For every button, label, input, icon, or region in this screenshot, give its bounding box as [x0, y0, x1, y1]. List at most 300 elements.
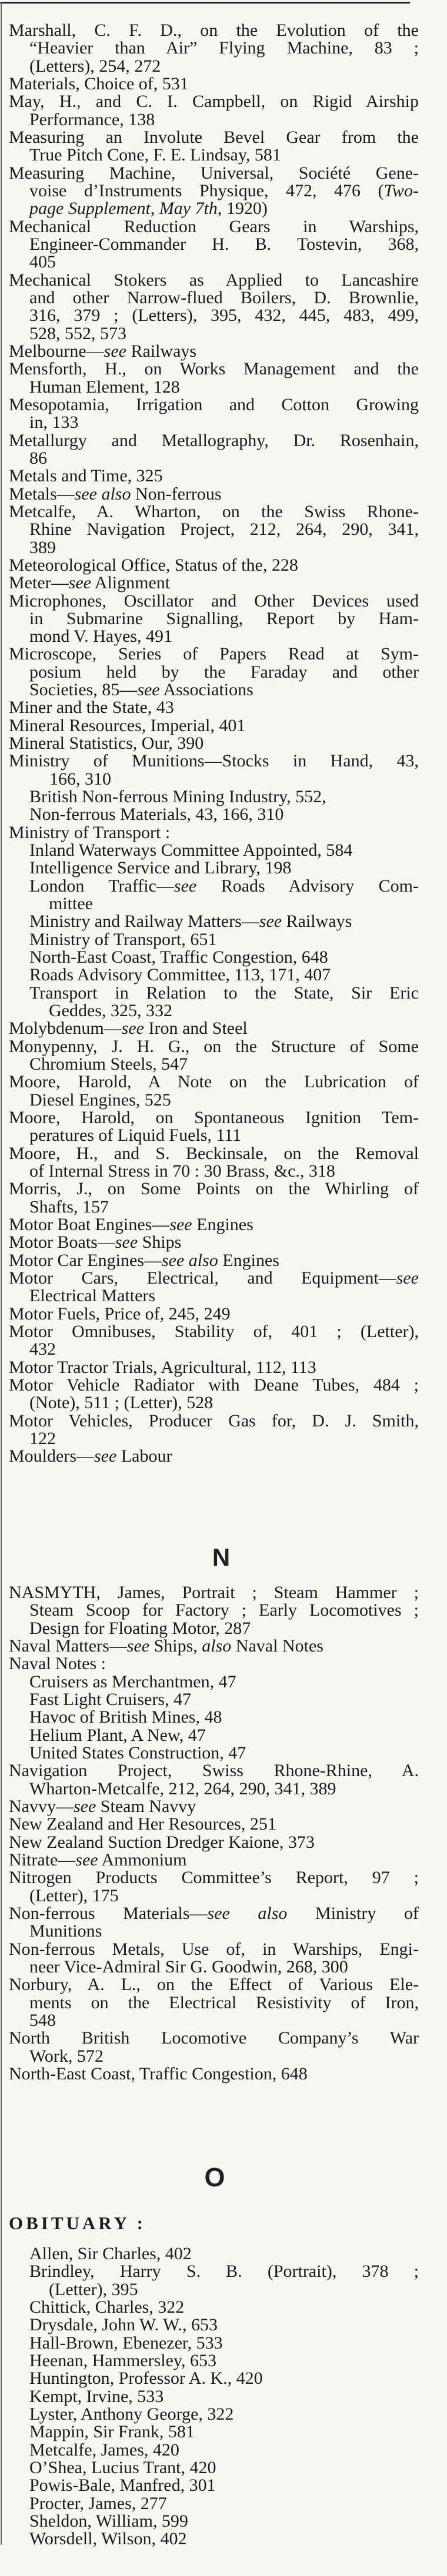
cross-reference-italic: see also — [207, 1903, 288, 1923]
entry-text: True Pitch Cone, F. E. Lindsay, 581 — [29, 145, 281, 165]
entry-text: Marshall, C. F. D., on the Evolution of the — [9, 21, 419, 40]
entry-text: Railways — [282, 912, 352, 932]
entry-line — [29, 984, 419, 1002]
entry-text: Procter, James, 277 — [29, 2493, 167, 2513]
entry-line — [29, 788, 419, 806]
top-rule — [0, 2, 410, 4]
entry-line — [29, 2530, 419, 2548]
entry-text: Moulders— — [9, 1446, 94, 1466]
entry-line — [9, 1941, 419, 1958]
index-subentry — [0, 2245, 447, 2263]
entry-line — [9, 1216, 419, 1234]
entry-line — [9, 574, 419, 592]
entry-text: Engines — [218, 1250, 279, 1270]
entry-text: (Letter), 395 — [49, 2279, 138, 2299]
index-entry — [0, 485, 447, 503]
entry-text: Labour — [116, 1446, 172, 1466]
entry-text: Inland Waterways Committee Appointed, 584 — [29, 840, 353, 860]
index-entry — [0, 557, 447, 574]
entry-text: Fast Light Cruisers, 47 — [29, 1689, 191, 1709]
cross-reference-italic: see — [104, 341, 126, 361]
index-entry — [0, 1815, 447, 1833]
entry-line — [29, 949, 419, 966]
entry-line — [9, 1252, 419, 1269]
entry-line — [9, 1038, 419, 1056]
cross-reference-italic: Two- — [383, 180, 419, 200]
entry-text: ments on the Electrical Resistivity of Iron, — [29, 1992, 419, 2012]
index-entry — [0, 735, 447, 752]
entry-continuation-line — [29, 1127, 419, 1144]
entry-line — [9, 1073, 419, 1091]
entry-text: 405 — [29, 252, 56, 272]
entry-text: London Traffic— — [29, 876, 174, 896]
index-entry — [0, 752, 447, 788]
entry-continuation-line — [29, 521, 419, 538]
entry-text: Shafts, 157 — [29, 1197, 109, 1217]
entry-line — [29, 2459, 419, 2477]
entry-line — [29, 1673, 419, 1691]
index-entry — [0, 824, 447, 842]
entry-line — [9, 1584, 419, 1602]
entry-text: Wharton-Metcalfe, 212, 264, 290, 341, 389 — [29, 1778, 336, 1798]
entry-line — [9, 735, 419, 752]
entry-continuation-line — [29, 236, 419, 253]
index-entry — [0, 93, 447, 129]
index-entry — [0, 1073, 447, 1109]
entry-continuation-line — [29, 681, 419, 699]
cross-reference-italic: also — [202, 1636, 232, 1656]
entry-continuation-line — [29, 378, 419, 396]
index-subentry — [0, 2495, 447, 2513]
entry-continuation-line — [29, 2048, 419, 2065]
entry-text: Metcalfe, James, 420 — [29, 2440, 179, 2460]
entry-text: Roads Advisory Com- — [196, 876, 419, 896]
cross-reference-italic: see — [94, 1446, 117, 1466]
entry-text: Motor Vehicles, Producer Gas for, D. J. Smith, — [9, 1411, 419, 1431]
index-entry — [0, 1851, 447, 1869]
entry-text: Norbury, A. L., on the Effect of Various Ele- — [9, 1975, 419, 1995]
entry-line — [29, 859, 419, 877]
entry-text: Electrical Matters — [29, 1286, 156, 1306]
entry-line — [9, 592, 419, 610]
entry-text: “Heavier than Air” Flying Machine, 83 ; — [29, 38, 419, 58]
index-subentry — [0, 2334, 447, 2352]
entry-text: voise d’Instruments Physique, 472, 476 ( — [29, 180, 384, 200]
section-letter-heading-n: N — [212, 1543, 231, 1571]
entry-line — [9, 557, 419, 574]
index-entry — [0, 2065, 447, 2083]
entry-continuation-line — [29, 307, 419, 324]
entry-text: Metallurgy and Metallography, Dr. Rosenhain, — [9, 430, 419, 450]
entry-text: Ministry and Railway Matters— — [29, 912, 259, 932]
index-subentry — [0, 1727, 447, 1744]
obituary-list — [0, 2245, 447, 2548]
entry-text: in, 133 — [29, 413, 79, 433]
entry-line — [9, 1359, 419, 1376]
entry-text: Mappin, Sir Frank, 581 — [29, 2422, 195, 2442]
entry-text: Ministry of Transport, 651 — [29, 929, 217, 949]
index-entry — [0, 1252, 447, 1269]
entry-text: North-East Coast, Traffic Congestion, 648 — [29, 947, 328, 967]
cross-reference-italic: see — [174, 876, 197, 896]
entry-text: Ammonium — [98, 1850, 187, 1870]
entry-line — [9, 503, 419, 521]
index-entry — [0, 1834, 447, 1851]
index-entry — [0, 592, 447, 646]
entry-continuation-line — [29, 1620, 419, 1637]
index-subentry — [0, 2423, 447, 2441]
index-entry — [0, 272, 447, 343]
cross-reference-italic: see — [137, 680, 160, 700]
entry-line — [29, 2352, 419, 2370]
entry-line — [9, 467, 419, 485]
entry-text: Steam Navvy — [96, 1796, 196, 1816]
entry-line — [9, 1412, 419, 1430]
index-entry — [0, 467, 447, 485]
entry-line — [9, 2029, 419, 2047]
entry-text: New Zealand Suction Dredger Kaione, 373 — [9, 1832, 315, 1852]
entry-line — [9, 432, 419, 450]
entry-line — [9, 717, 419, 735]
entry-text: Munitions — [29, 1921, 102, 1941]
entry-text: Lyster, Anthony George, 322 — [29, 2404, 234, 2424]
index-entry — [0, 1180, 447, 1216]
cross-reference-italic: page Supplement — [29, 199, 151, 219]
entry-text: Molybdenum— — [9, 1019, 122, 1039]
entry-line — [29, 842, 419, 859]
entry-line — [29, 966, 419, 984]
index-subentry — [0, 877, 447, 913]
entry-text: Railways — [126, 341, 197, 361]
index-subentry — [0, 788, 447, 806]
entry-text: and other Narrow-flued Boilers, D. Brownlie, — [29, 287, 419, 307]
entry-text: 122 — [29, 1428, 56, 1448]
entry-line — [9, 824, 419, 842]
entry-line — [29, 2388, 419, 2406]
entry-line — [29, 2441, 419, 2459]
entry-line — [29, 806, 419, 823]
index-entry — [0, 22, 447, 75]
entry-text: mond V. Hayes, 491 — [29, 627, 173, 646]
entry-text: of Internal Stress in 70 : 30 Brass, &c., 318 — [29, 1161, 335, 1181]
entry-line — [9, 360, 419, 378]
entry-line — [29, 2513, 419, 2530]
entry-text: Naval Notes : — [9, 1654, 106, 1674]
entry-text: 548 — [29, 2010, 56, 2030]
entry-continuation-line — [29, 1091, 419, 1109]
index-entry — [0, 218, 447, 272]
entry-text: Mechanical Reduction Gears in Warships, — [9, 216, 419, 236]
index-entry — [0, 1869, 447, 1905]
entry-text: in Submarine Signalling, Report by Ham- — [29, 608, 419, 628]
entry-continuation-line — [29, 1887, 419, 1905]
entry-line — [29, 2299, 419, 2316]
entry-continuation-line — [29, 414, 419, 431]
entry-line — [29, 1691, 419, 1709]
entry-continuation-line — [29, 325, 419, 343]
index-subentry — [0, 931, 447, 949]
index-entry — [0, 432, 447, 468]
entry-text: North-East Coast, Traffic Congestion, 648 — [9, 2064, 308, 2083]
entry-text: Human Element, 128 — [29, 377, 180, 397]
cross-reference-italic: May 7th — [159, 199, 218, 219]
entry-text: Alignment — [91, 573, 171, 593]
entry-text: neer Vice-Admiral Sir G. Goodwin, 268, 300 — [29, 1957, 348, 1977]
index-entry — [0, 1976, 447, 2029]
entry-text: British Non-ferrous Mining Industry, 552, — [29, 787, 326, 807]
cross-reference-italic: see — [126, 1636, 150, 1656]
entry-continuation-line — [29, 1994, 419, 2012]
index-subentry — [0, 2406, 447, 2423]
entry-text: Monypenny, J. H. G., on the Structure of Some — [9, 1036, 419, 1056]
entry-line — [29, 2316, 419, 2334]
entry-text: 166, 310 — [49, 769, 111, 789]
index-entry — [0, 1655, 447, 1673]
entry-text: Hall-Brown, Ebenezer, 533 — [29, 2333, 223, 2353]
entry-line — [9, 272, 419, 289]
index-entry — [0, 1109, 447, 1145]
entry-text: Non-ferrous Materials, 43, 166, 310 — [29, 805, 284, 825]
index-entry — [0, 1234, 447, 1251]
entry-text: Metcalfe, A. Wharton, on the Swiss Rhone- — [9, 501, 419, 521]
entry-text: Motor Boats— — [9, 1232, 115, 1252]
entry-text: Ministry of Transport : — [9, 822, 171, 842]
index-subentry — [0, 984, 447, 1020]
entry-continuation-line — [29, 1780, 419, 1798]
index-entry — [0, 360, 447, 396]
index-entry — [0, 699, 447, 716]
cross-reference-italic: see — [75, 1850, 98, 1870]
entry-line — [9, 1109, 419, 1127]
entry-text: Moore, Harold, A Note on the Lubrication of — [9, 1072, 419, 1092]
entry-text: Roads Advisory Committee, 113, 171, 407 — [29, 965, 331, 985]
entry-line — [29, 877, 419, 895]
entry-continuation-line — [29, 182, 419, 200]
index-entry — [0, 1145, 447, 1181]
entry-text: Microphones, Oscillator and Other Devices used — [9, 591, 419, 611]
entry-text: Drysdale, John W. W., 653 — [29, 2315, 218, 2335]
obituary-heading: OBITUARY : — [9, 2213, 146, 2233]
entry-text: Geddes, 325, 332 — [49, 1001, 172, 1021]
entry-text: Navvy— — [9, 1796, 74, 1816]
entry-text: Kempt, Irvine, 533 — [29, 2386, 164, 2406]
index-entry — [0, 1762, 447, 1798]
entry-line — [9, 1269, 419, 1287]
entry-line — [9, 1376, 419, 1394]
entry-continuation-line — [29, 1056, 419, 1073]
entry-text: Motor Fuels, Price of, 245, 249 — [9, 1304, 231, 1324]
entry-text: Work, 572 — [29, 2046, 104, 2066]
entry-line — [9, 396, 419, 414]
entry-text: Moore, Harold, on Spontaneous Ignition Tem- — [9, 1108, 419, 1128]
entry-text: 389 — [29, 537, 56, 557]
index-subentry — [0, 2352, 447, 2370]
entry-line — [9, 1869, 419, 1887]
cross-reference-italic: see — [259, 912, 282, 932]
entry-line — [29, 2370, 419, 2387]
index-section-m — [0, 22, 447, 1466]
entry-text: Motor Omnibuses, Stability of, 401 ; (Letter), — [9, 1321, 419, 1341]
index-subentry — [0, 949, 447, 966]
entry-continuation-line — [29, 58, 419, 75]
entry-text: Materials, Choice of, 531 — [9, 73, 189, 93]
entry-text: Melbourne— — [9, 341, 104, 361]
entry-line — [9, 165, 419, 182]
entry-line — [29, 2406, 419, 2423]
index-subentry — [0, 859, 447, 877]
entry-line — [9, 699, 419, 716]
entry-line — [9, 1905, 419, 1922]
entry-continuation-line — [49, 1002, 419, 1020]
entry-text: Moore, H., and S. Beckinsale, on the Removal — [9, 1143, 419, 1163]
entry-line — [29, 913, 419, 930]
index-entry — [0, 1216, 447, 1234]
entry-text: Non-ferrous Metals, Use of, in Warships, Engi- — [9, 1939, 419, 1959]
index-entry — [0, 1448, 447, 1465]
entry-text: (Note), 511 ; (Letter), 528 — [29, 1393, 214, 1413]
entry-line — [9, 1020, 419, 1037]
index-subentry — [0, 1673, 447, 1691]
index-subentry — [0, 806, 447, 823]
entry-continuation-line — [29, 1287, 419, 1305]
entry-text: Non-ferrous Materials— — [9, 1903, 208, 1923]
entry-text: Engineer-Commander H. B. Tostevin, 368, — [29, 234, 419, 254]
entry-text: Non-ferrous — [131, 484, 222, 504]
index-entry — [0, 2029, 447, 2065]
index-subentry — [0, 1744, 447, 1762]
entry-continuation-line — [29, 1430, 419, 1448]
entry-line — [9, 75, 419, 93]
entry-text: Huntington, Professor A. K., 420 — [29, 2369, 263, 2389]
entry-line — [9, 22, 419, 39]
index-subentry — [0, 2459, 447, 2477]
entry-text: Chromium Steels, 547 — [29, 1054, 188, 1074]
entry-text: Navigation Project, Swiss Rhone-Rhine, A. — [9, 1761, 419, 1781]
entry-text: mittee — [49, 894, 93, 914]
entry-text: Transport in Relation to the State, Sir Eric — [29, 983, 419, 1003]
entry-text: Societies, 85— — [29, 680, 138, 700]
entry-text: Steam Scoop for Factory ; Early Locomotives ; — [29, 1600, 419, 1620]
index-subentry — [0, 2530, 447, 2548]
entry-text: Diesel Engines, 525 — [29, 1090, 171, 1110]
entry-continuation-line — [29, 1958, 419, 1976]
cross-reference-italic: see — [121, 1019, 144, 1039]
index-subentry — [0, 2513, 447, 2530]
entry-text: Helium Plant, A New, 47 — [29, 1725, 206, 1745]
index-entry — [0, 503, 447, 557]
entry-text: Brindley, Harry S. B. (Portrait), 378 ; — [29, 2262, 419, 2282]
entry-text: O’Shea, Lucius Trant, 420 — [29, 2457, 216, 2477]
index-entry — [0, 1305, 447, 1323]
entry-line — [9, 2065, 419, 2083]
entry-continuation-line — [29, 628, 419, 645]
entry-text: Cruisers as Merchantmen, 47 — [29, 1671, 236, 1691]
entry-continuation-line — [29, 539, 419, 557]
entry-line — [9, 1637, 419, 1655]
entry-line — [29, 2334, 419, 2352]
index-entry — [0, 1637, 447, 1655]
entry-text: Engines — [192, 1214, 253, 1234]
entry-continuation-line — [29, 289, 419, 307]
entry-text: Mineral Statistics, Our, 390 — [9, 733, 204, 753]
entry-text: Motor Cars, Electrical, and Equipment— — [9, 1268, 396, 1288]
entry-text: Measuring Machine, Universal, Société Gene- — [9, 163, 419, 183]
entry-text: Intelligence Service and Library, 198 — [29, 858, 292, 878]
entry-continuation-line — [29, 111, 419, 129]
entry-text: Powis-Bale, Manfred, 301 — [29, 2475, 216, 2495]
entry-text: Meter— — [9, 573, 69, 593]
index-subentry — [0, 2388, 447, 2406]
entry-continuation-line — [29, 1163, 419, 1180]
entry-text: Mesopotamia, Irrigation and Cotton Growing — [9, 394, 419, 414]
entry-text: Rhine Navigation Project, 212, 264, 290, 341, — [29, 520, 419, 540]
entry-line — [9, 645, 419, 663]
index-subentry — [0, 913, 447, 930]
entry-text: Motor Tractor Trials, Agricultural, 112, 113 — [9, 1357, 316, 1377]
entry-text: Meteorological Office, Status of the, 228 — [9, 555, 298, 575]
entry-text: (Letter), 175 — [29, 1885, 119, 1905]
index-subentry — [0, 2477, 447, 2494]
entry-line — [9, 343, 419, 360]
entry-line — [9, 1976, 419, 1994]
section-letter-heading-o: O — [204, 2162, 225, 2192]
index-entry — [0, 165, 447, 218]
entry-text: , 1920) — [217, 199, 268, 219]
index-entry — [0, 396, 447, 432]
entry-line — [9, 1145, 419, 1163]
entry-text: , — [150, 199, 159, 219]
index-section-n — [0, 1584, 447, 2083]
cross-reference-italic: see — [115, 1232, 138, 1252]
index-subentry — [0, 2263, 447, 2299]
entry-text: Ministry of — [287, 1903, 419, 1923]
index-entry — [0, 574, 447, 592]
index-subentry — [0, 1691, 447, 1709]
entry-text: Worsdell, Wilson, 402 — [29, 2529, 187, 2549]
entry-text: 86 — [29, 448, 47, 468]
index-entry — [0, 1269, 447, 1305]
entry-text: Miner and the State, 43 — [9, 698, 174, 718]
entry-text: posium held by the Faraday and other — [29, 662, 419, 682]
index-entry — [0, 343, 447, 360]
entry-text: Nitrogen Products Committee’s Report, 97 ; — [9, 1868, 419, 1888]
entry-text: Metals— — [9, 484, 75, 504]
entry-line — [29, 1709, 419, 1726]
entry-text: NASMYTH, James, Portrait ; Steam Hammer ; — [9, 1583, 419, 1602]
index-entry — [0, 1359, 447, 1376]
entry-text: Associations — [159, 680, 253, 700]
entry-line — [9, 1234, 419, 1251]
index-subentry — [0, 2370, 447, 2387]
entry-text: Mensforth, H., on Works Management and the — [9, 359, 419, 379]
cross-reference-italic: see — [169, 1214, 192, 1234]
entry-continuation-line — [29, 450, 419, 467]
index-entry — [0, 1020, 447, 1037]
cross-reference-italic: see — [68, 573, 91, 593]
entry-line — [9, 1815, 419, 1833]
entry-line — [9, 1180, 419, 1198]
entry-text: Motor Vehicle Radiator with Deane Tubes, 484 ; — [9, 1375, 419, 1395]
entry-text: Design for Floating Motor, 287 — [29, 1618, 251, 1638]
entry-text: Measuring an Involute Bevel Gear from the — [9, 127, 419, 147]
index-entry — [0, 1584, 447, 1637]
entry-continuation-line — [29, 1341, 419, 1358]
entry-text: Metals and Time, 325 — [9, 466, 163, 486]
entry-text: United States Construction, 47 — [29, 1743, 246, 1763]
cross-reference-italic: see — [396, 1268, 419, 1288]
index-entry — [0, 1905, 447, 1941]
entry-text: (Letters), 254, 272 — [29, 56, 161, 76]
